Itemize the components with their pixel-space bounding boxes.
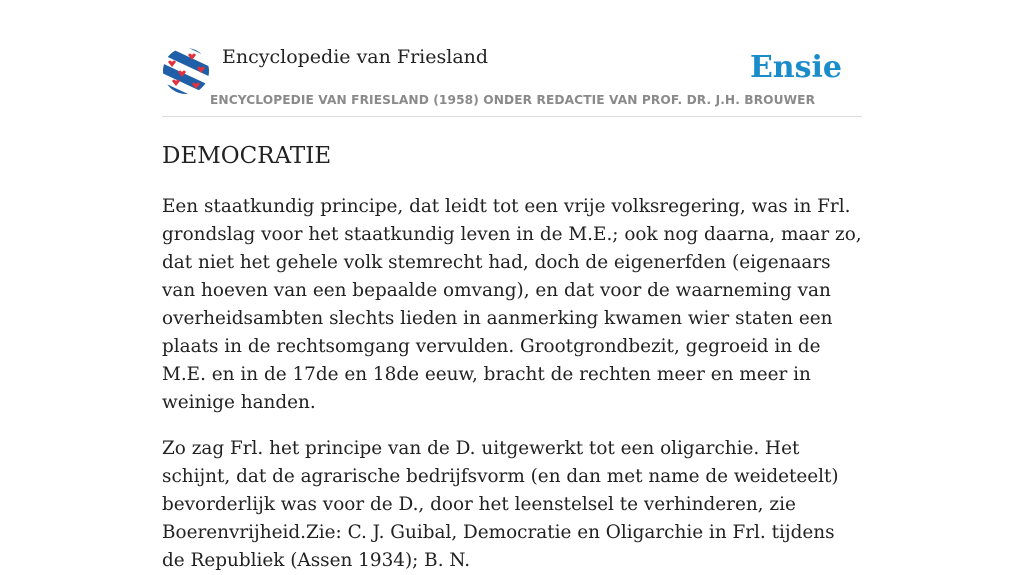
brand-logo-text[interactable]: Ensie <box>749 50 842 85</box>
frisian-flag-logo-icon[interactable] <box>162 48 210 94</box>
article-title: DEMOCRATIE <box>162 143 332 169</box>
article-paragraph: Zo zag Frl. het principe van de D. uitgewerkt tot een oligarchie. Het schijnt, dat de agrarische bedrijfsvorm (en dan met name de weideteelt) bevorderlijk was voor de D., door het leenstelsel te verhinderen, zie Boerenvrijheid.Zie: C. J. Guibal, Democratie en Oligarchie in Frl. tijdens de Republiek (Assen 1934); B. N. <box>162 438 839 571</box>
site-title[interactable]: Encyclopedie van Friesland <box>222 46 489 68</box>
page-content <box>162 0 862 575</box>
site-subtitle: ENCYCLOPEDIE VAN FRIESLAND (1958) ONDER REDACTIE VAN PROF. DR. J.H. BROUWER <box>210 93 816 107</box>
site-header <box>162 0 862 117</box>
article-paragraph: Een staatkundig principe, dat leidt tot een vrije volksregering, was in Frl. grondslag voor het staatkundig leven in de M.E.; ook nog daarna, maar zo, dat niet het gehele volk stemrecht had, doch de eigenerfden (eigenaars van hoeven van een bepaalde omvang), en dat voor de waarneming van overheidsambten slechts lieden in aanmerking kwamen wier staten een plaats in de rechtsomgang vervulden. Grootgrondbezit, gegroeid in de M.E. en in de 17de en 18de eeuw, bracht de rechten meer en meer in weinige handen. <box>162 196 862 413</box>
frisian-flag-logo-graphic <box>162 48 210 94</box>
